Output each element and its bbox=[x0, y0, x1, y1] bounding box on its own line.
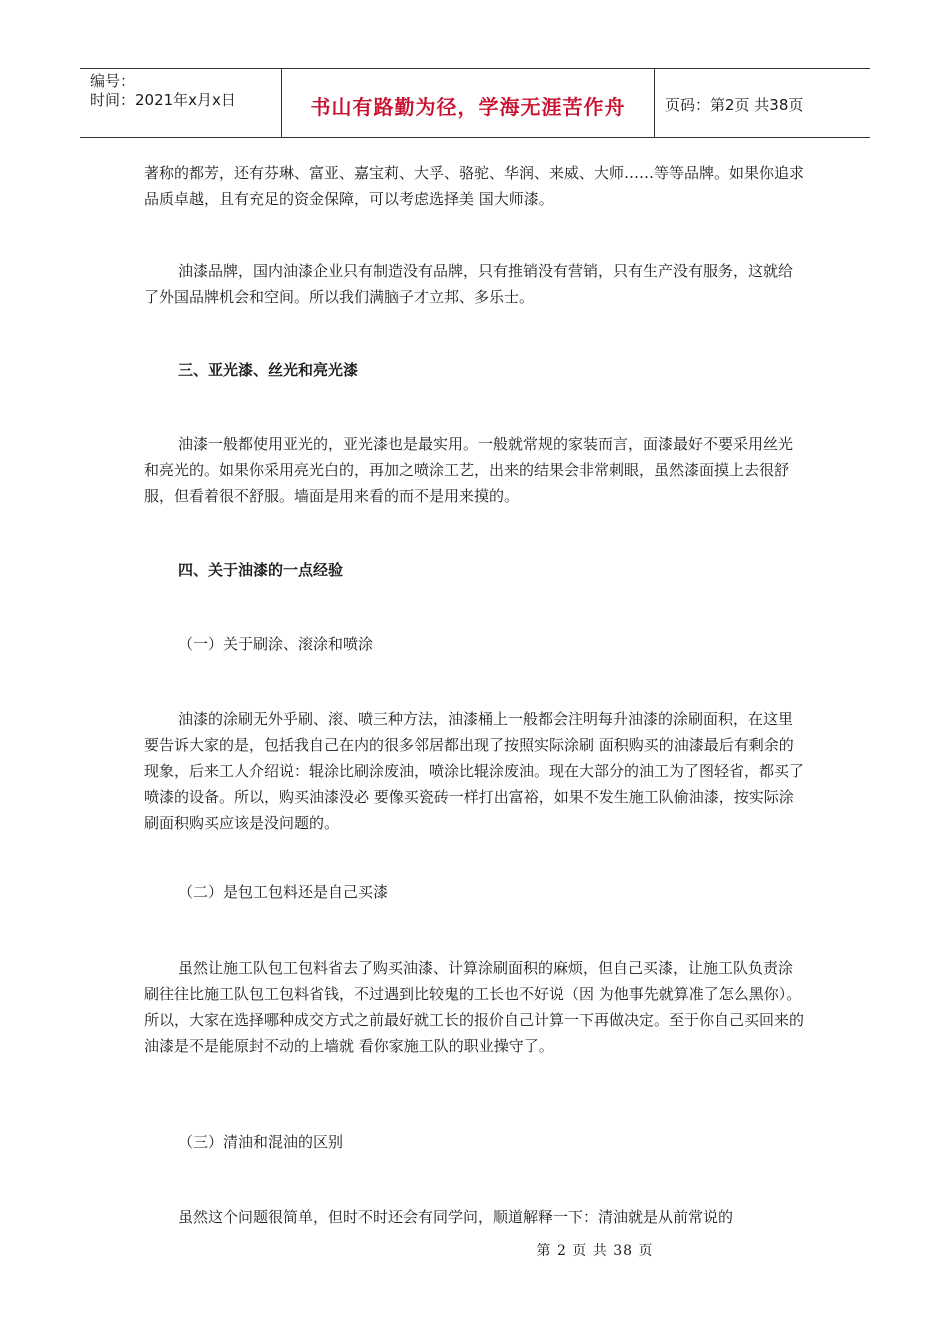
document-number-label: 编号： bbox=[90, 72, 136, 90]
header-page-code-cell bbox=[655, 69, 870, 137]
document-time-label: 时间：2021年x月x日 bbox=[90, 91, 236, 109]
section-heading-3: 三、亚光漆、丝光和亮光漆 bbox=[178, 361, 359, 379]
paragraph-clear-vs-mixed-oil: 虽然这个问题很简单，但时不时还会有同学问，顺道解释一下：清油就是从前常说的 bbox=[178, 1208, 734, 1226]
paragraph-brands-continued: 著称的都芳，还有芬琳、富亚、嘉宝莉、大孚、骆驼、华润、来威、大师……等等品牌。如果你追求品质卓越，且有充足的资金保障，可以考虑选择美 国大师漆。 bbox=[144, 164, 805, 208]
page-header bbox=[80, 68, 870, 138]
section-heading-4: 四、关于油漆的一点经验 bbox=[178, 561, 344, 579]
subheading-contract-or-buy: （二）是包工包料还是自己买漆 bbox=[178, 883, 389, 901]
subheading-clear-vs-mixed-oil: （三）清油和混油的区别 bbox=[178, 1133, 344, 1151]
paragraph-domestic-brands: 油漆品牌，国内油漆企业只有制造没有品牌，只有推销没有营销，只有生产没有服务，这就给了外国品牌机会和空间。所以我们满脑子才立邦、多乐士。 bbox=[144, 262, 794, 306]
paragraph-application-methods: 油漆的涂刷无外乎刷、滚、喷三种方法，油漆桶上一般都会注明每升油漆的涂刷面积，在这里要告诉大家的是，包括我自己在内的很多邻居都出现了按照实际涂刷 面积购买的油漆最后有剩余的现象，后来工人介绍说：辊涂比刷涂废油，喷涂比辊涂废油。现在大部分的油工为了图轻省，都买了喷漆的设备。所以，购买油漆没必 要像买瓷砖一样打出富裕，如果不发生施工队偷油漆，按实际涂刷面积购买应该是没问题的。 bbox=[144, 710, 805, 832]
header-page-code: 页码：第2页 共38页 bbox=[665, 95, 804, 114]
header-meta-cell bbox=[80, 69, 282, 137]
header-motto-cell bbox=[282, 69, 655, 137]
paragraph-contract-or-buy: 虽然让施工队包工包料省去了购买油漆、计算涂刷面积的麻烦，但自己买漆，让施工队负责涂刷往往比施工队包工包料省钱，不过遇到比较鬼的工长也不好说（因 为他事先就算准了怎么黑你）。所以，大家在选择哪种成交方式之前最好就工长的报价自己计算一下再做决定。至于你自己买回来的油漆是不是能原封不动的上墙就 看你家施工队的职业操守了。 bbox=[144, 959, 805, 1055]
header-motto: 书山有路勤为径，学海无涯苦作舟 bbox=[310, 94, 626, 119]
page-footer: 第 2 页 共 38 页 bbox=[536, 1243, 654, 1259]
subheading-application-methods: （一）关于刷涂、滚涂和喷涂 bbox=[178, 635, 374, 653]
paragraph-matte-paint: 油漆一般都使用亚光的，亚光漆也是最实用。一般就常规的家装而言，面漆最好不要采用丝光和亮光的。如果你采用亮光白的，再加之喷涂工艺，出来的结果会非常刺眼，虽然漆面摸上去很舒服，但看着很不舒服。墙面是用来看的而不是用来摸的。 bbox=[144, 435, 794, 505]
